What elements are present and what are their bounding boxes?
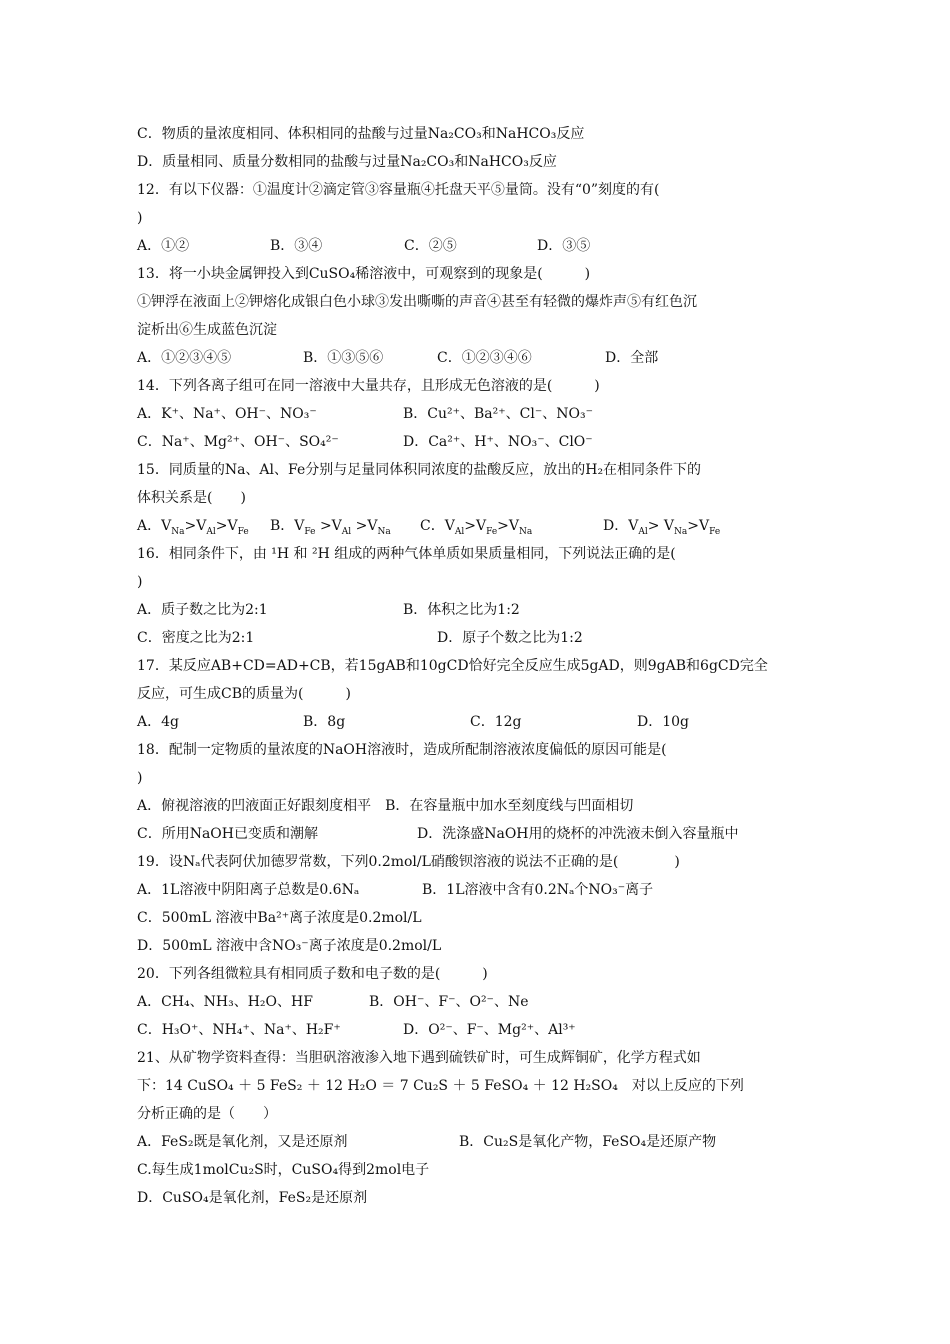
text-line <box>137 316 817 344</box>
text-line <box>137 148 817 176</box>
text-line <box>137 904 817 932</box>
text-content: 12．有以下仪器：①温度计②滴定管③容量瓶④托盘天平⑤量筒。没有“0”刻度的有( <box>137 182 660 198</box>
text-line <box>137 596 817 624</box>
text-content: 体积关系是( ) <box>137 490 246 506</box>
text-content: 15．同质量的Na、Al、Fe分别与足量同体积同浓度的盐酸反应，放出的H₂在相同条件下的 <box>137 462 702 478</box>
answer-option: B．1L溶液中含有0.2Nₐ个NO₃⁻离子 <box>422 882 654 898</box>
text-line <box>137 1156 817 1184</box>
text-content: C．500mL 溶液中Ba²⁺离子浓度是0.2mol/L <box>137 910 422 926</box>
text-content: 反应，可生成CB的质量为( ) <box>137 686 351 702</box>
text-line <box>137 1184 817 1212</box>
text-content: D．质量相同、质量分数相同的盐酸与过量Na₂CO₃和NaHCO₃反应 <box>137 154 557 170</box>
text-line <box>137 792 817 820</box>
answer-option: D．③⑤ <box>537 238 591 254</box>
text-line <box>137 120 817 148</box>
answer-option: A．CH₄、NH₃、H₂O、HF <box>137 994 313 1010</box>
answer-option: B．体积之比为1:2 <box>403 602 520 618</box>
answer-option: A．1L溶液中阴阳离子总数是0.6Nₐ <box>137 882 360 898</box>
text-line <box>137 288 817 316</box>
answer-option: B．③④ <box>270 238 323 254</box>
text-line <box>137 428 817 456</box>
text-line <box>137 204 817 232</box>
text-line <box>137 764 817 792</box>
text-line <box>137 736 817 764</box>
answer-option: B．OH⁻、F⁻、O²⁻、Ne <box>369 994 529 1010</box>
text-line <box>137 1100 817 1128</box>
text-line <box>137 708 817 736</box>
text-content: 14．下列各离子组可在同一溶液中大量共存，且形成无色溶液的是( ) <box>137 378 600 394</box>
text-line <box>137 1072 817 1100</box>
answer-option: A．质子数之比为2:1 <box>137 602 268 618</box>
text-content: 下：14 CuSO₄ ＋ 5 FeS₂ ＋ 12 H₂O ＝ 7 Cu₂S ＋ 5 FeSO₄ ＋ 12 H₂SO₄ 对以上反应的下列 <box>137 1078 744 1094</box>
exam-page <box>137 120 817 1212</box>
text-line <box>137 652 817 680</box>
text-line <box>137 512 817 540</box>
text-line <box>137 540 817 568</box>
answer-option: C．Na⁺、Mg²⁺、OH⁻、SO₄²⁻ <box>137 434 339 450</box>
text-line <box>137 932 817 960</box>
answer-option: C．所用NaOH已变质和潮解 <box>137 826 318 842</box>
text-content: 21、从矿物学资料查得：当胆矾溶液渗入地下遇到硫铁矿时，可生成辉铜矿，化学方程式如 <box>137 1050 701 1066</box>
text-line <box>137 988 817 1016</box>
text-content: D．500mL 溶液中含NO₃⁻离子浓度是0.2mol/L <box>137 938 442 954</box>
answer-option: A．$V_{Na}>V_{Al}>V_{Fe}$ <box>137 518 249 537</box>
text-content: 20．下列各组微粒具有相同质子数和电子数的是( ) <box>137 966 488 982</box>
text-line <box>137 1016 817 1044</box>
answer-option: B．$V_{Fe} >V_{Al} >V_{Na}$ <box>270 518 391 537</box>
answer-option: A．①② <box>137 238 190 254</box>
text-content: A．俯视溶液的凹液面正好跟刻度相平 B．在容量瓶中加水至刻度线与凹面相切 <box>137 798 634 814</box>
text-line <box>137 260 817 288</box>
text-content: 13．将一小块金属钾投入到CuSO₄稀溶液中，可观察到的现象是( ) <box>137 266 591 282</box>
answer-option: A．①②③④⑤ <box>137 350 232 366</box>
text-line <box>137 456 817 484</box>
answer-option: D．10g <box>637 714 690 730</box>
question-list <box>137 120 817 1212</box>
text-content: 淀析出⑥生成蓝色沉淀 <box>137 322 277 338</box>
text-content: C.每生成1molCu₂S时，CuSO₄得到2mol电子 <box>137 1162 430 1178</box>
answer-option: A．K⁺、Na⁺、OH⁻、NO₃⁻ <box>137 406 317 422</box>
text-content: D．CuSO₄是氧化剂，FeS₂是还原剂 <box>137 1190 368 1206</box>
text-content: C．物质的量浓度相同、体积相同的盐酸与过量Na₂CO₃和NaHCO₃反应 <box>137 126 585 142</box>
answer-option: B．8g <box>303 714 346 730</box>
answer-option: D．原子个数之比为1:2 <box>437 630 583 646</box>
answer-option: D．O²⁻、F⁻、Mg²⁺、Al³⁺ <box>403 1022 576 1038</box>
answer-option: D．洗涤盛NaOH用的烧杯的冲洗液未倒入容量瓶中 <box>417 826 739 842</box>
text-line <box>137 1044 817 1072</box>
answer-option: C．①②③④⑥ <box>437 350 532 366</box>
text-line <box>137 680 817 708</box>
answer-option: D．$V_{Al}> V_{Na}>V_{Fe}$ <box>603 518 721 537</box>
text-line <box>137 848 817 876</box>
text-content: ) <box>137 210 143 226</box>
text-line <box>137 484 817 512</box>
answer-option: D．Ca²⁺、H⁺、NO₃⁻、ClO⁻ <box>403 434 593 450</box>
text-content: 17．某反应AB+CD=AD+CB，若15gAB和10gCD恰好完全反应生成5gAD，则9gAB和6gCD完全 <box>137 658 768 674</box>
answer-option: B．Cu₂S是氧化产物，FeSO₄是还原产物 <box>459 1134 717 1150</box>
answer-option: D．全部 <box>605 350 659 366</box>
text-line <box>137 372 817 400</box>
answer-option: C．H₃O⁺、NH₄⁺、Na⁺、H₂F⁺ <box>137 1022 341 1038</box>
text-line <box>137 960 817 988</box>
text-line <box>137 400 817 428</box>
text-content: ①钾浮在液面上②钾熔化成银白色小球③发出嘶嘶的声音④甚至有轻微的爆炸声⑤有红色沉 <box>137 294 697 310</box>
text-content: ) <box>137 574 143 590</box>
text-line <box>137 176 817 204</box>
answer-option: B．①③⑤⑥ <box>303 350 384 366</box>
text-line <box>137 344 817 372</box>
answer-option: C．密度之比为2:1 <box>137 630 255 646</box>
text-content: 16．相同条件下，由 ¹H 和 ²H 组成的两种气体单质如果质量相同，下列说法正确的是( <box>137 546 676 562</box>
text-line <box>137 876 817 904</box>
answer-option: C．②⑤ <box>404 238 457 254</box>
answer-option: A．4g <box>137 714 179 730</box>
answer-option: A．FeS₂既是氧化剂，又是还原剂 <box>137 1134 348 1150</box>
text-line <box>137 232 817 260</box>
text-line <box>137 568 817 596</box>
text-line <box>137 820 817 848</box>
text-content: 18．配制一定物质的量浓度的NaOH溶液时，造成所配制溶液浓度偏低的原因可能是( <box>137 742 667 758</box>
answer-option: B．Cu²⁺、Ba²⁺、Cl⁻、NO₃⁻ <box>403 406 593 422</box>
text-content: ) <box>137 770 143 786</box>
text-line <box>137 1128 817 1156</box>
text-content: 19．设Nₐ代表阿伏加德罗常数，下列0.2mol/L硝酸钡溶液的说法不正确的是( ) <box>137 854 680 870</box>
answer-option: C．$V_{Al}>V_{Fe}>V_{Na}$ <box>420 518 533 537</box>
text-content: 分析正确的是（ ） <box>137 1106 277 1122</box>
text-line <box>137 624 817 652</box>
answer-option: C．12g <box>470 714 522 730</box>
